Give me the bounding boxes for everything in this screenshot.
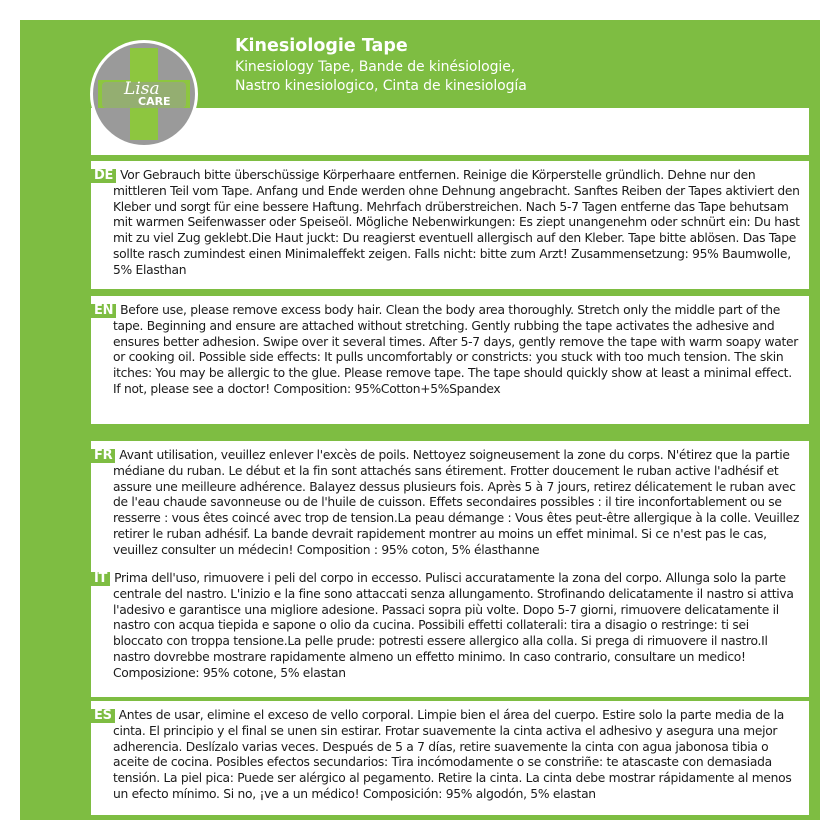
- section-text-de: Vor Gebrauch bitte überschüssige Körperhaare entfernen. Reinige die Körperstelle gründlich. Dehne nur den mittleren Teil vom Tape. Anfang und Ende werden ohne Dehnung angebracht. Sanftes Reiben der Tapes aktiviert den Kleber und sorgt für eine bessere Haftung. Mehrfach drüberstreichen. Nach 5-7 Tagen entferne das Tape behutsam mit warmen Seifenwasser oder Speiseöl. Mögliche Nebenwirkungen: Es ziept unangenehm oder schnürt ein: Du hast mit zu viel Zug geklebt.Die Haut juckt: Du reagierst eventuell allergisch auf den Kleber. Tape bitte ablösen. Das Tape sollte rasch zumindest einen Minimaleffekt zeigen. Falls nicht: bitte zum Arzt! Zusammensetzung: 95% Baumwolle, 5% Elasthan: [113, 168, 800, 277]
- page-title: Kinesiologie Tape: [235, 36, 408, 56]
- section-it: [91, 564, 809, 697]
- header: [235, 37, 527, 96]
- header-subtitle-line2: Nastro kinesiologico, Cinta de kinesiología: [235, 78, 527, 94]
- section-es: [91, 701, 809, 815]
- lisa-care-logo-icon: [88, 38, 200, 150]
- language-tag-it: IT: [91, 572, 110, 586]
- language-tag-en: EN: [91, 304, 116, 318]
- section-text-fr: Avant utilisation, veuillez enlever l'excès de poils. Nettoyez soigneusement la zone du corps. N'étirez que la partie médiane du ruban. Le début et la fin sont attachés sans étirement. Frotter doucement le ruban active l'adhésif et assure une meilleure adhérence. Balayez dessus plusieurs fois. Après 5 à 7 jours, retirez délicatement le ruban avec de l'eau chaude savonneuse ou de l'huile de cuisson. Effets secondaires possibles : il tire inconfortablement ou se resserre : vous êtes coincé avec trop de tension.La peau démange : Vous êtes peut-être allergique à la colle. Veuillez retirer le ruban adhésif. La bande devrait rapidement montrer au moins un effet minimal. Si ce n'est pas le cas, veuillez consulter un médecin! Composition : 95% coton, 5% élasthanne: [113, 448, 800, 557]
- section-de: [91, 161, 809, 289]
- section-text-en: Before use, please remove excess body hair. Clean the body area thoroughly. Stretch only the middle part of the tape. Beginning and ensure are attached without stretching. Gently rubbing the tape activates the adhesive and ensures better adhesion. Swipe over it several times. After 5-7 days, gently remove the tape with warm soapy water or cooking oil. Possible side effects: It pulls uncomfortably or constricts: you stuck with too much tension. The skin itches: You may be allergic to the glue. Please remove tape. The tape should quickly show at least a minimal effect. If not, please see a doctor! Composition: 95%Cotton+5%Spandex: [113, 303, 799, 396]
- logo-script-text: Lisa: [124, 79, 160, 99]
- header-subtitle-line1: Kinesiology Tape, Bande de kinésiologie,: [235, 59, 516, 75]
- section-text-it: Prima dell'uso, rimuovere i peli del corpo in eccesso. Pulisci accuratamente la zona del corpo. Allunga solo la parte centrale del nastro. L'inizio e la fine sono attaccati senza allungamento. Strofinando delicatamente il nastro si attiva l'adesivo e garantisce una migliore adesione. Passaci sopra più volte. Dopo 5-7 giorni, rimuovere delicatamente il nastro con acqua tiepida e sapone o olio da cucina. Possibili effetti collaterali: tira a disagio o restringe: ti sei bloccato con troppa tensione.La pelle prude: potresti essere allergico alla colla. Si prega di rimuovere il nastro.Il nastro dovrebbe mostrare rapidamente almeno un effetto minimo. In caso contrario, consultare un medico! Composizione: 95% cotone, 5% elastan: [113, 571, 794, 680]
- section-text-es: Antes de usar, elimine el exceso de vello corporal. Limpie bien el área del cuerpo. Estire solo la parte media de la cinta. El principio y el final se unen sin estirar. Frotar suavemente la cinta activa el adhesivo y asegura una mejor adherencia. Deslízalo varias veces. Después de 5 a 7 días, retire suavemente la cinta con agua jabonosa tibia o aceite de cocina. Posibles efectos secundarios: Tira incómodamente o se constriñe: te atascaste con demasiada tensión. La piel pica: Puede ser alérgico al pegamento. Retire la cinta. La cinta debe mostrar rápidamente al menos un efecto mínimo. Si no, ¡ve a un médico! Composición: 95% algodón, 5% elastan: [113, 708, 792, 801]
- logo-brand-text: CARE: [138, 95, 171, 108]
- language-tag-fr: FR: [91, 449, 115, 463]
- language-tag-de: DE: [91, 169, 116, 183]
- language-tag-es: ES: [91, 709, 115, 723]
- section-en: [91, 296, 809, 424]
